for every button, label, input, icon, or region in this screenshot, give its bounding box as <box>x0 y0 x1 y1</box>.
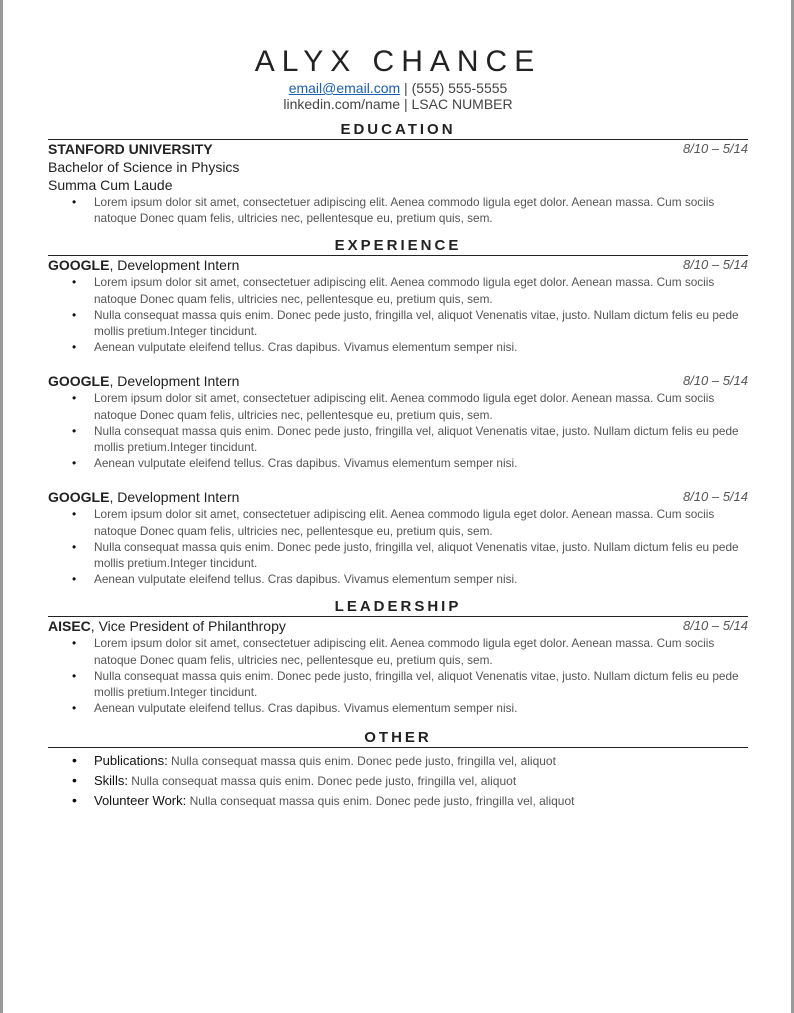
other-text: Nulla consequat massa quis enim. Donec pede justo, fringilla vel, aliquot <box>127 774 517 789</box>
education-date: 8/10 – 5/14 <box>682 141 748 156</box>
experience-date: 8/10 – 5/14 <box>682 257 748 273</box>
resume-header <box>48 44 748 112</box>
list-item: • Nulla consequat massa quis enim. Donec pede justo, fringilla vel, aliquot Venenatis vitae, justo. Nullam dictum felis eu pede mollis pretium.Integer tincidunt. <box>94 668 748 700</box>
other-list <box>48 751 748 811</box>
list-item: • Aenean vulputate eleifend tellus. Cras dapibus. Vivamus elementum semper nisi. <box>94 700 748 716</box>
other-label: Publications: <box>94 753 168 769</box>
experience-date: 8/10 – 5/14 <box>682 373 748 389</box>
list-item: • Lorem ipsum dolor sit amet, consectetuer adipiscing elit. Aenea commodo ligula eget dolor. Aenean massa. Cum sociis natoque Donec quam felis, ultricies nec, pellentesque eu, pretium quis, sem. <box>94 274 748 306</box>
list-item: • Nulla consequat massa quis enim. Donec pede justo, fringilla vel, aliquot Venenatis vitae, justo. Nullam dictum felis eu pede mollis pretium.Integer tincidunt. <box>94 307 748 339</box>
email-link[interactable]: email@email.com <box>288 80 401 96</box>
experience-entry-1 <box>48 256 748 355</box>
phone-number: | (555) 555-5555 <box>400 80 508 96</box>
org-name: AISEC <box>48 618 91 635</box>
role-title: , Development Intern <box>109 373 240 390</box>
experience-org <box>48 256 239 274</box>
section-title-education: EDUCATION <box>48 122 748 140</box>
contact-line-1 <box>48 80 748 96</box>
other-text: Nulla consequat massa quis enim. Donec pede justo, fringilla vel, aliquot <box>167 754 556 769</box>
leadership-date: 8/10 – 5/14 <box>682 618 748 634</box>
experience-org <box>48 488 239 506</box>
experience-entry-head <box>48 372 748 390</box>
leadership-bullets <box>48 635 748 716</box>
list-item: • Nulla consequat massa quis enim. Donec pede justo, fringilla vel, aliquot Venenatis vitae, justo. Nullam dictum felis eu pede mollis pretium.Integer tincidunt. <box>94 539 748 571</box>
experience-entry-head <box>48 488 748 506</box>
experience-entry-2 <box>48 372 748 471</box>
page-border-left <box>0 0 3 1013</box>
education-school <box>48 140 213 158</box>
experience-bullets <box>48 506 748 587</box>
section-title-leadership: LEADERSHIP <box>48 599 748 617</box>
other-item-volunteer <box>94 791 748 811</box>
other-item-skills <box>94 771 748 791</box>
list-item: • Aenean vulputate eleifend tellus. Cras dapibus. Vivamus elementum semper nisi. <box>94 339 748 355</box>
other-text: Nulla consequat massa quis enim. Donec pede justo, fringilla vel, aliquot <box>186 794 575 809</box>
role-title: , Development Intern <box>109 489 240 506</box>
list-item: • Lorem ipsum dolor sit amet, consectetuer adipiscing elit. Aenea commodo ligula eget dolor. Aenean massa. Cum sociis natoque Donec quam felis, ultricies nec, pellentesque eu, pretium quis, sem. <box>94 194 748 226</box>
org-name: GOOGLE <box>48 489 110 506</box>
role-title: , Development Intern <box>109 257 240 274</box>
experience-date: 8/10 – 5/14 <box>682 489 748 505</box>
list-item: • Aenean vulputate eleifend tellus. Cras dapibus. Vivamus elementum semper nisi. <box>94 571 748 587</box>
experience-bullets <box>48 274 748 355</box>
role-title: , Vice President of Philanthropy <box>90 618 286 635</box>
experience-entry-3 <box>48 488 748 587</box>
education-degree: Bachelor of Science in Physics <box>48 159 240 175</box>
experience-bullets <box>48 390 748 471</box>
school-name: STANFORD UNIVERSITY <box>48 141 213 157</box>
list-item: • Lorem ipsum dolor sit amet, consectetuer adipiscing elit. Aenea commodo ligula eget dolor. Aenean massa. Cum sociis natoque Donec quam felis, ultricies nec, pellentesque eu, pretium quis, sem. <box>94 390 748 422</box>
contact-line-2: linkedin.com/name | LSAC NUMBER <box>283 96 513 112</box>
other-label: Skills: <box>94 773 128 789</box>
org-name: GOOGLE <box>48 257 110 274</box>
education-entry-head <box>48 140 748 158</box>
leadership-org <box>48 617 286 635</box>
section-title-other: OTHER <box>48 730 748 748</box>
candidate-name: ALYX CHANCE <box>254 45 542 78</box>
list-item: • Lorem ipsum dolor sit amet, consectetuer adipiscing elit. Aenea commodo ligula eget dolor. Aenean massa. Cum sociis natoque Donec quam felis, ultricies nec, pellentesque eu, pretium quis, sem. <box>94 635 748 667</box>
list-item: • Aenean vulputate eleifend tellus. Cras dapibus. Vivamus elementum semper nisi. <box>94 455 748 471</box>
other-label: Volunteer Work: <box>94 793 187 809</box>
section-title-experience: EXPERIENCE <box>48 238 748 256</box>
education-honors: Summa Cum Laude <box>48 177 173 193</box>
resume-page <box>48 40 748 811</box>
leadership-entry-head <box>48 617 748 635</box>
org-name: GOOGLE <box>48 373 110 390</box>
list-item: • Lorem ipsum dolor sit amet, consectetuer adipiscing elit. Aenea commodo ligula eget dolor. Aenean massa. Cum sociis natoque Donec quam felis, ultricies nec, pellentesque eu, pretium quis, sem. <box>94 506 748 538</box>
education-bullets <box>48 194 748 226</box>
other-item-publications <box>94 751 748 771</box>
experience-entry-head <box>48 256 748 274</box>
list-item: • Nulla consequat massa quis enim. Donec pede justo, fringilla vel, aliquot Venenatis vitae, justo. Nullam dictum felis eu pede mollis pretium.Integer tincidunt. <box>94 423 748 455</box>
experience-org <box>48 372 239 390</box>
